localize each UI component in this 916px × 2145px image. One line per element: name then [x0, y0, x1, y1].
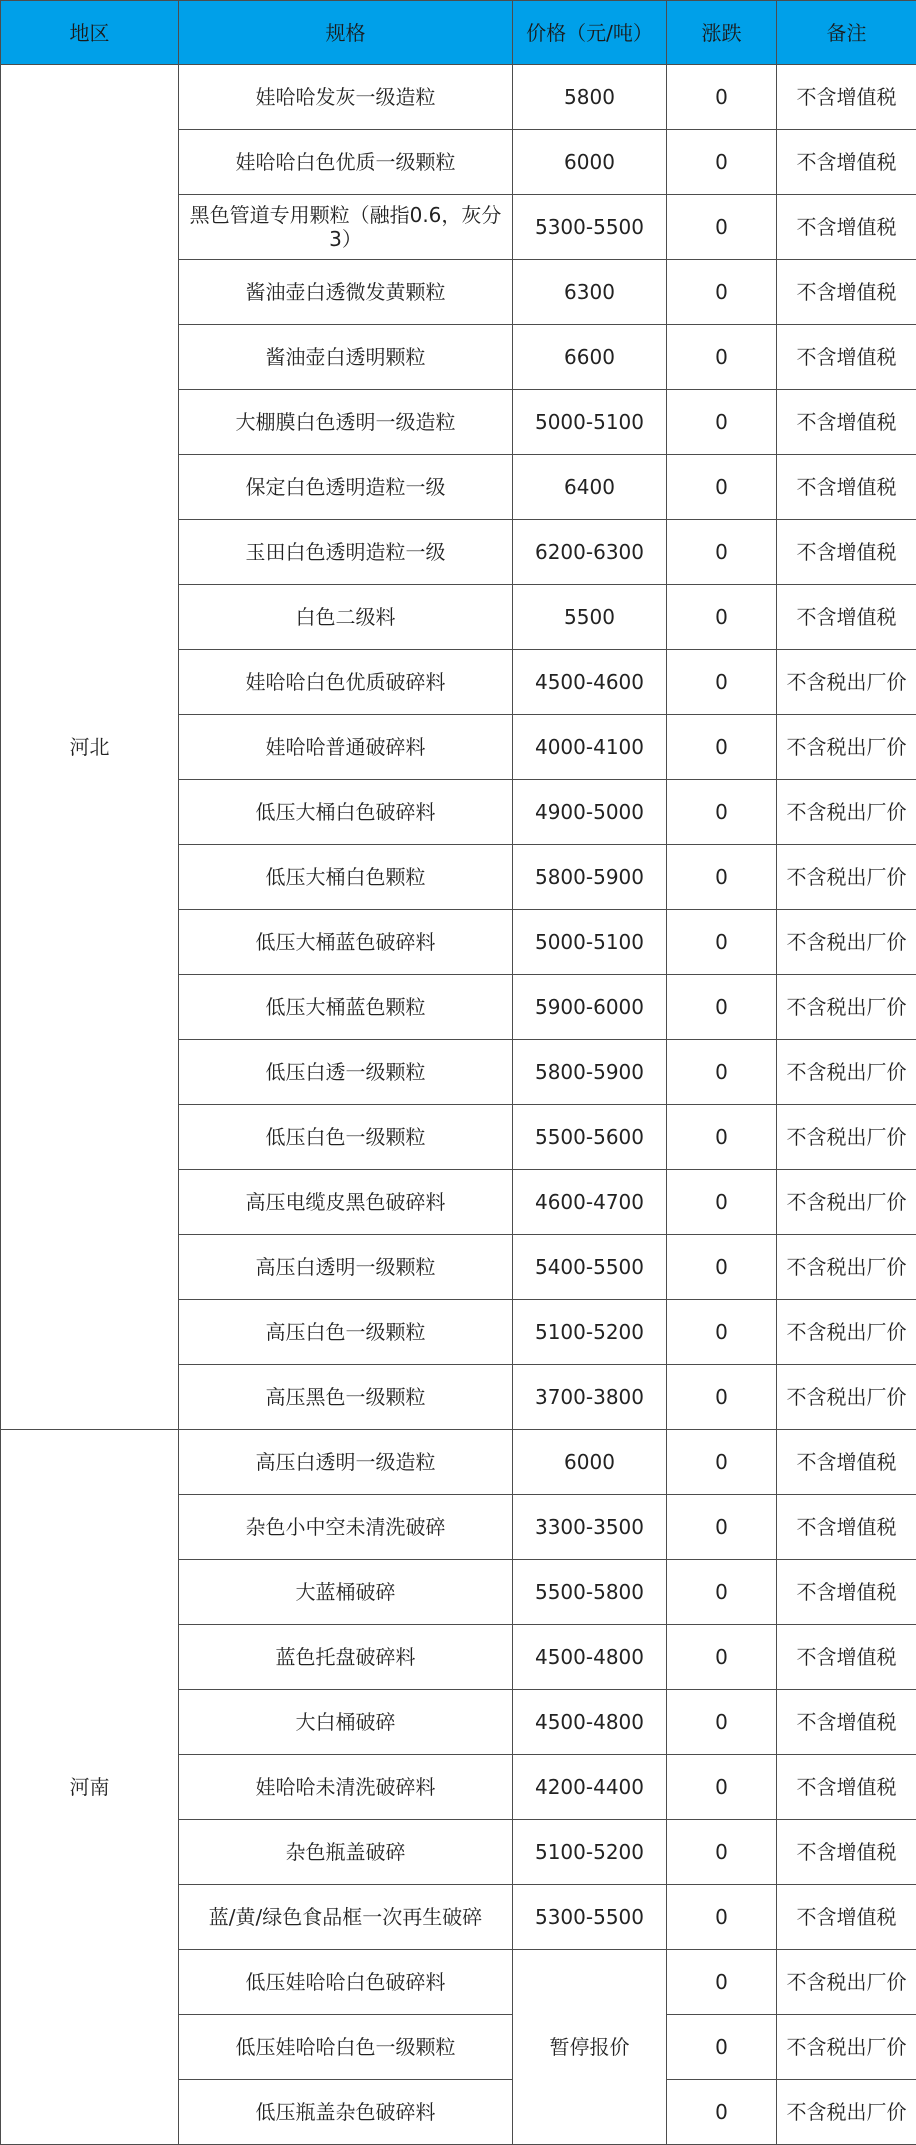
change-cell: 0: [667, 1235, 777, 1300]
note-cell: 不含税出厂价: [777, 2015, 916, 2080]
table-header: [1, 1, 916, 65]
note-cell: 不含税出厂价: [777, 910, 916, 975]
note-cell: 不含增值税: [777, 585, 916, 650]
price-cell: 5800-5900: [513, 845, 667, 910]
spec-cell: 高压黑色一级颗粒: [179, 1365, 513, 1430]
change-cell: 0: [667, 65, 777, 130]
suspended-price-cell: 暂停报价: [513, 1950, 667, 2145]
price-cell: 4900-5000: [513, 780, 667, 845]
price-cell: 4000-4100: [513, 715, 667, 780]
spec-cell: 酱油壶白透明颗粒: [179, 325, 513, 390]
spec-cell: 酱油壶白透微发黄颗粒: [179, 260, 513, 325]
note-cell: 不含税出厂价: [777, 1040, 916, 1105]
change-cell: 0: [667, 1950, 777, 2015]
note-cell: 不含税出厂价: [777, 650, 916, 715]
price-cell: 3300-3500: [513, 1495, 667, 1560]
note-cell: 不含税出厂价: [777, 1365, 916, 1430]
spec-cell: 蓝/黄/绿色食品框一次再生破碎: [179, 1885, 513, 1950]
spec-cell: 娃哈哈未清洗破碎料: [179, 1755, 513, 1820]
header-region: 地区: [1, 1, 179, 65]
price-cell: 5500-5800: [513, 1560, 667, 1625]
price-cell: 5100-5200: [513, 1300, 667, 1365]
change-cell: 0: [667, 455, 777, 520]
price-cell: 6200-6300: [513, 520, 667, 585]
change-cell: 0: [667, 650, 777, 715]
header-row: [1, 1, 916, 65]
price-cell: 5100-5200: [513, 1820, 667, 1885]
table-row: [1, 65, 916, 130]
note-cell: 不含增值税: [777, 1820, 916, 1885]
change-cell: 0: [667, 1105, 777, 1170]
note-cell: 不含增值税: [777, 260, 916, 325]
spec-cell: 低压大桶蓝色颗粒: [179, 975, 513, 1040]
change-cell: 0: [667, 1755, 777, 1820]
change-cell: 0: [667, 1885, 777, 1950]
note-cell: 不含税出厂价: [777, 1235, 916, 1300]
change-cell: 0: [667, 1625, 777, 1690]
note-cell: 不含增值税: [777, 1430, 916, 1495]
spec-cell: 保定白色透明造粒一级: [179, 455, 513, 520]
spec-cell: 高压白透明一级造粒: [179, 1430, 513, 1495]
change-cell: 0: [667, 1040, 777, 1105]
price-cell: 4500-4800: [513, 1690, 667, 1755]
change-cell: 0: [667, 585, 777, 650]
change-cell: 0: [667, 1170, 777, 1235]
change-cell: 0: [667, 260, 777, 325]
price-cell: 6000: [513, 130, 667, 195]
note-cell: 不含增值税: [777, 195, 916, 260]
spec-cell: 娃哈哈发灰一级造粒: [179, 65, 513, 130]
header-spec: 规格: [179, 1, 513, 65]
table-body: [1, 65, 916, 2145]
price-cell: 5400-5500: [513, 1235, 667, 1300]
spec-cell: 杂色瓶盖破碎: [179, 1820, 513, 1885]
price-cell: 3700-3800: [513, 1365, 667, 1430]
change-cell: 0: [667, 325, 777, 390]
price-cell: 4200-4400: [513, 1755, 667, 1820]
header-change: 涨跌: [667, 1, 777, 65]
price-cell: 4500-4800: [513, 1625, 667, 1690]
region-hebei: 河北: [1, 65, 179, 1430]
note-cell: 不含增值税: [777, 520, 916, 585]
price-cell: 6000: [513, 1430, 667, 1495]
change-cell: 0: [667, 1365, 777, 1430]
spec-cell: 高压电缆皮黑色破碎料: [179, 1170, 513, 1235]
spec-cell: 黑色管道专用颗粒（融指0.6，灰分3）: [179, 195, 513, 260]
note-cell: 不含增值税: [777, 1885, 916, 1950]
price-cell: 6600: [513, 325, 667, 390]
price-cell: 5500-5600: [513, 1105, 667, 1170]
change-cell: 0: [667, 780, 777, 845]
change-cell: 0: [667, 195, 777, 260]
change-cell: 0: [667, 390, 777, 455]
change-cell: 0: [667, 845, 777, 910]
price-cell: 6300: [513, 260, 667, 325]
spec-cell: 低压瓶盖杂色破碎料: [179, 2080, 513, 2145]
spec-cell: 低压大桶白色颗粒: [179, 845, 513, 910]
price-cell: 5800-5900: [513, 1040, 667, 1105]
change-cell: 0: [667, 1560, 777, 1625]
change-cell: 0: [667, 1430, 777, 1495]
change-cell: 0: [667, 1495, 777, 1560]
note-cell: 不含税出厂价: [777, 715, 916, 780]
spec-cell: 低压大桶蓝色破碎料: [179, 910, 513, 975]
note-cell: 不含增值税: [777, 1755, 916, 1820]
note-cell: 不含税出厂价: [777, 1170, 916, 1235]
change-cell: 0: [667, 2015, 777, 2080]
price-cell: 5300-5500: [513, 195, 667, 260]
change-cell: 0: [667, 910, 777, 975]
spec-cell: 娃哈哈白色优质一级颗粒: [179, 130, 513, 195]
price-cell: 5300-5500: [513, 1885, 667, 1950]
note-cell: 不含税出厂价: [777, 1950, 916, 2015]
spec-cell: 低压娃哈哈白色破碎料: [179, 1950, 513, 2015]
note-cell: 不含税出厂价: [777, 2080, 916, 2145]
spec-cell: 大蓝桶破碎: [179, 1560, 513, 1625]
change-cell: 0: [667, 715, 777, 780]
header-note: 备注: [777, 1, 916, 65]
spec-cell: 低压白色一级颗粒: [179, 1105, 513, 1170]
note-cell: 不含税出厂价: [777, 845, 916, 910]
note-cell: 不含税出厂价: [777, 1300, 916, 1365]
price-cell: 5000-5100: [513, 910, 667, 975]
change-cell: 0: [667, 520, 777, 585]
price-cell: 4600-4700: [513, 1170, 667, 1235]
change-cell: 0: [667, 1690, 777, 1755]
region-henan: 河南: [1, 1430, 179, 2145]
note-cell: 不含税出厂价: [777, 1105, 916, 1170]
spec-cell: 低压娃哈哈白色一级颗粒: [179, 2015, 513, 2080]
header-price: 价格（元/吨）: [513, 1, 667, 65]
note-cell: 不含增值税: [777, 1625, 916, 1690]
note-cell: 不含税出厂价: [777, 780, 916, 845]
spec-cell: 杂色小中空未清洗破碎: [179, 1495, 513, 1560]
change-cell: 0: [667, 975, 777, 1040]
price-cell: 6400: [513, 455, 667, 520]
spec-cell: 娃哈哈普通破碎料: [179, 715, 513, 780]
table-row: [1, 1430, 916, 1495]
note-cell: 不含增值税: [777, 1690, 916, 1755]
spec-cell: 大白桶破碎: [179, 1690, 513, 1755]
spec-cell: 低压大桶白色破碎料: [179, 780, 513, 845]
change-cell: 0: [667, 1820, 777, 1885]
spec-cell: 玉田白色透明造粒一级: [179, 520, 513, 585]
change-cell: 0: [667, 1300, 777, 1365]
note-cell: 不含增值税: [777, 325, 916, 390]
note-cell: 不含增值税: [777, 130, 916, 195]
price-cell: 5000-5100: [513, 390, 667, 455]
note-cell: 不含增值税: [777, 455, 916, 520]
spec-cell: 低压白透一级颗粒: [179, 1040, 513, 1105]
spec-cell: 白色二级料: [179, 585, 513, 650]
change-cell: 0: [667, 130, 777, 195]
note-cell: 不含增值税: [777, 1495, 916, 1560]
note-cell: 不含增值税: [777, 65, 916, 130]
spec-cell: 大棚膜白色透明一级造粒: [179, 390, 513, 455]
price-cell: 5500: [513, 585, 667, 650]
note-cell: 不含增值税: [777, 1560, 916, 1625]
change-cell: 0: [667, 2080, 777, 2145]
spec-cell: 高压白色一级颗粒: [179, 1300, 513, 1365]
price-cell: 5900-6000: [513, 975, 667, 1040]
price-cell: 4500-4600: [513, 650, 667, 715]
note-cell: 不含增值税: [777, 390, 916, 455]
spec-cell: 高压白透明一级颗粒: [179, 1235, 513, 1300]
price-cell: 5800: [513, 65, 667, 130]
spec-cell: 娃哈哈白色优质破碎料: [179, 650, 513, 715]
note-cell: 不含税出厂价: [777, 975, 916, 1040]
spec-cell: 蓝色托盘破碎料: [179, 1625, 513, 1690]
